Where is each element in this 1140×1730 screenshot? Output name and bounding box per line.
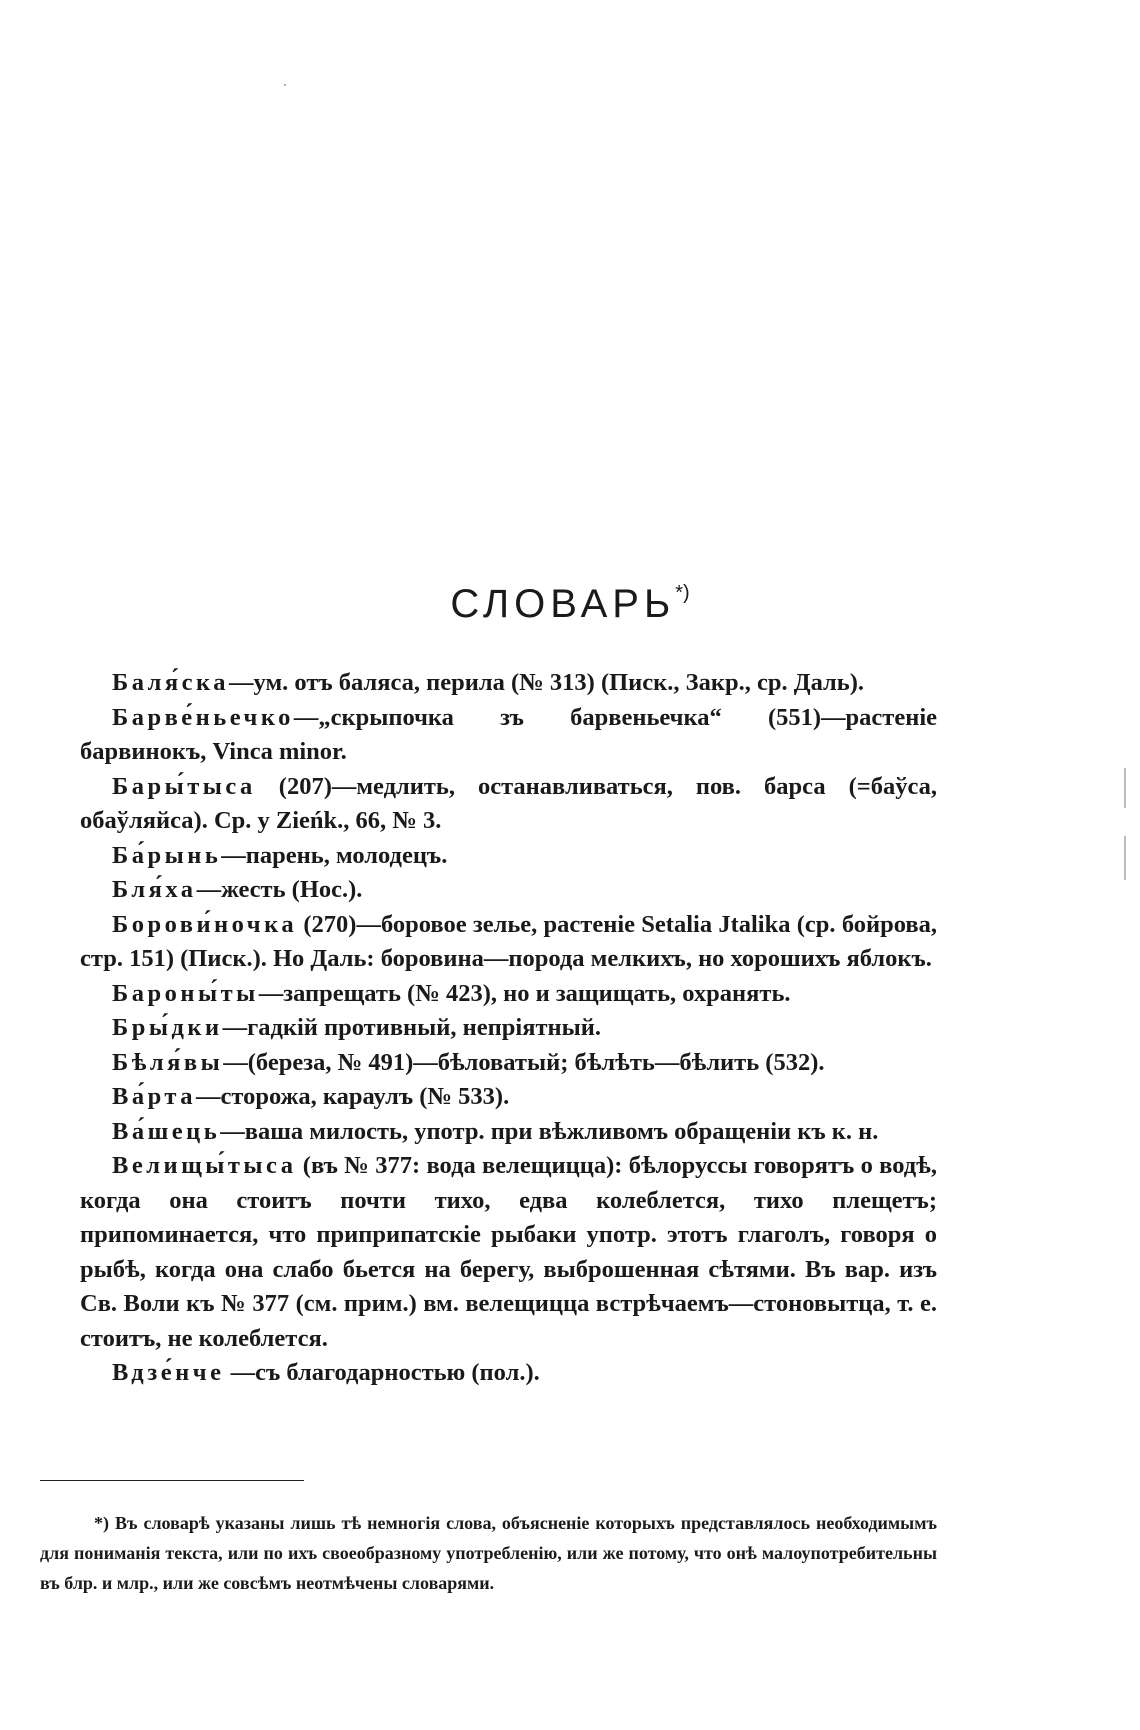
dictionary-entry (80, 977, 937, 1012)
scan-edge-mark (1124, 836, 1126, 880)
entry-headword: Ва́рта (112, 1083, 196, 1110)
entry-headword: Борови́ночка (112, 910, 298, 938)
title-text: СЛОВАРЬ (450, 582, 676, 626)
entry-headword: Ва́шець (112, 1117, 221, 1145)
entry-headword: Бры́дки (112, 1014, 223, 1041)
entry-headword: Баля́ска (112, 669, 230, 696)
entry-definition: (207)—медлить, останавливаться, пов. барса (=баўса, обаўляйса). Ср. у Zieńk., 66, № 3. (80, 772, 937, 834)
entry-definition: —ваша милость, употр. при вѣжливомъ обращеніи къ к. н. (220, 1117, 879, 1145)
entry-definition: —гадкій противный, непріятный. (222, 1014, 601, 1041)
entry-definition: (270)—боровое зелье, растеніе Setalia Jtalika (ср. бойрова, стр. 151) (Писк.). Но Даль: боровина—порода мелкихъ, но хорошихъ яблокъ. (80, 910, 937, 972)
footnote-divider (40, 1480, 304, 1481)
entry-headword: Вдзе́нче (112, 1359, 225, 1386)
entry-definition: —ум. отъ баляса, перила (№ 313) (Писк., Закр., ср. Даль). (229, 669, 865, 696)
entry-headword: Бля́ха (112, 876, 197, 903)
entry-headword: Барве́ньечко (112, 703, 294, 731)
dictionary-entry (80, 666, 937, 701)
dictionary-entry (80, 701, 937, 770)
entry-headword: Велищы́тыса (112, 1152, 297, 1179)
print-speck (284, 84, 286, 86)
title-footnote-mark: *) (675, 582, 690, 604)
entry-definition: —съ благодарностью (пол.). (224, 1359, 540, 1386)
dictionary-entry (80, 1011, 937, 1046)
entry-headword: Бѣля́вы (112, 1048, 224, 1076)
footnote (40, 1508, 937, 1598)
dictionary-entries (80, 666, 937, 1391)
entry-definition: —жесть (Нос.). (196, 876, 363, 903)
dictionary-entry (80, 873, 937, 908)
page-title (0, 582, 1140, 627)
entry-definition: (въ № 377: вода велещицца): бѣлоруссы говорятъ о водѣ, когда она стоитъ почти тихо, едва колеблется, тихо плещетъ; припоминается, что приприпатскіе рыбаки употр. этотъ глаголъ, говоря о рыбѣ, когда она слабо бьется на берегу, выброшенная сѣтями. Въ вар. изъ Св. Воли къ № 377 (см. прим.) вм. велещицца встрѣчаемъ—стоновытца, т. е. стоитъ, не колеблется. (80, 1152, 937, 1352)
entry-definition: —парень, молодецъ. (221, 841, 448, 869)
dictionary-entry (80, 839, 937, 874)
footnote-text: *) Въ словарѣ указаны лишь тѣ немногія слова, объясненіе которыхъ представлялось необходимымъ для пониманія текста, или по ихъ своеобразному употребленію, или же потому, что онѣ малоупотребительны въ блр. и млр., или же совсѣмъ неотмѣчены словарями. (40, 1513, 937, 1593)
dictionary-entry (80, 1080, 937, 1115)
dictionary-entry (80, 770, 937, 839)
dictionary-entry (80, 1046, 937, 1081)
entry-headword: Бароны́ты (112, 979, 259, 1007)
dictionary-entry (80, 1149, 937, 1356)
scan-edge-mark (1124, 768, 1126, 808)
entry-definition: —сторожа, караулъ (№ 533). (195, 1083, 510, 1110)
dictionary-entry (80, 1115, 937, 1150)
entry-headword: Ба́рынь (112, 841, 222, 869)
entry-definition: —„скрыпочка зъ барвеньечка“ (551)—растеніе барвинокъ, Vinca minor. (80, 703, 937, 765)
entry-definition: —(береза, № 491)—бѣловатый; бѣлѣть—бѣлить (532). (223, 1048, 825, 1076)
dictionary-entry (80, 1356, 937, 1391)
entry-headword: Бары́тыса (112, 772, 256, 800)
dictionary-entry (80, 908, 937, 977)
entry-definition: —запрещать (№ 423), но и защищать, охранять. (258, 979, 791, 1007)
